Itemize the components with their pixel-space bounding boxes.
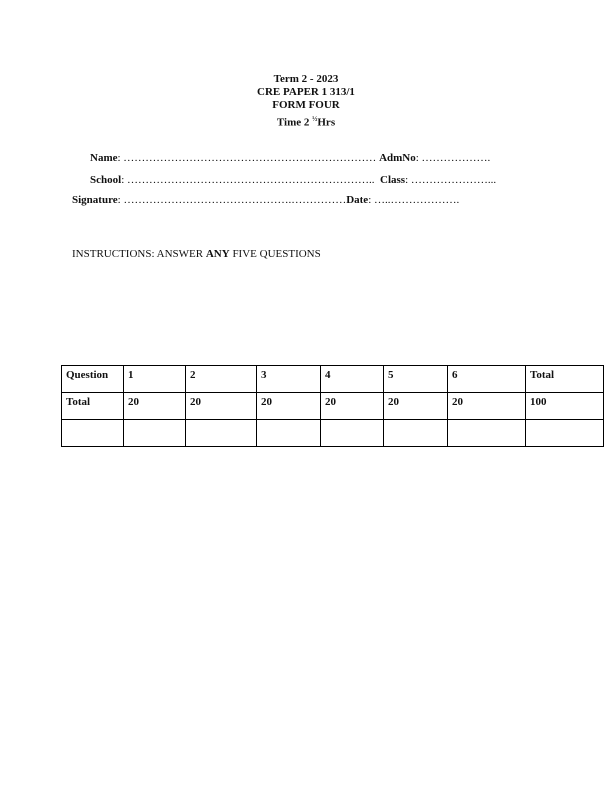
table-cell: 20 <box>321 393 384 420</box>
date-field[interactable]: : …..………………. <box>368 194 460 206</box>
table-cell: 20 <box>186 393 257 420</box>
table-cell: 100 <box>526 393 604 420</box>
time-prefix: Time 2 <box>276 116 313 129</box>
form-line: FORM FOUR <box>272 99 340 111</box>
score-cell[interactable] <box>186 420 257 447</box>
term-line: Term 2 - 2023 <box>273 73 339 85</box>
time-line <box>0 113 612 129</box>
name-label: Name <box>90 152 118 164</box>
table-cell: Question <box>62 366 124 393</box>
table-cell: 4 <box>321 366 384 393</box>
table-cell: 5 <box>384 366 448 393</box>
class-label: Class <box>380 174 406 186</box>
name-field[interactable]: : …………………………………………………………… <box>117 152 377 164</box>
table-cell: 6 <box>448 366 526 393</box>
table-cell: 20 <box>384 393 448 420</box>
table-cell: 1 <box>124 366 186 393</box>
table-cell: 3 <box>257 366 321 393</box>
date-label: Date <box>346 194 369 206</box>
name-admno-line <box>90 152 490 164</box>
signature-date-line <box>72 194 459 206</box>
school-class-line <box>90 174 496 186</box>
class-field[interactable]: : …………………... <box>405 174 497 186</box>
time-suffix: Hrs <box>317 116 336 129</box>
score-cell[interactable] <box>526 420 604 447</box>
instructions-emphasis: ANY <box>205 248 230 260</box>
table-cell: 20 <box>448 393 526 420</box>
score-cell[interactable] <box>448 420 526 447</box>
signature-field[interactable]: : ……………………………………….…………… <box>117 194 347 206</box>
time-fraction: ½ <box>312 115 318 123</box>
score-cell[interactable] <box>124 420 186 447</box>
signature-label: Signature <box>72 194 118 206</box>
table-cell: 20 <box>124 393 186 420</box>
school-field[interactable]: : ………………………………………………………….. <box>121 174 375 186</box>
table-cell: 20 <box>257 393 321 420</box>
score-cell[interactable] <box>257 420 321 447</box>
instructions <box>72 248 321 260</box>
table-cell: Total <box>526 366 604 393</box>
marks-table <box>61 365 604 447</box>
table-cell: Total <box>62 393 124 420</box>
admno-field[interactable]: : ………………. <box>415 152 491 164</box>
table-cell: 2 <box>186 366 257 393</box>
admno-label: AdmNo <box>379 152 416 164</box>
table-row-header <box>62 366 604 393</box>
score-cell[interactable] <box>384 420 448 447</box>
instructions-suffix: FIVE QUESTIONS <box>229 248 321 260</box>
instructions-prefix: INSTRUCTIONS: ANSWER <box>72 248 206 260</box>
score-cell[interactable] <box>321 420 384 447</box>
school-label: School <box>90 174 122 186</box>
paper-line: CRE PAPER 1 313/1 <box>257 86 355 98</box>
score-cell[interactable] <box>62 420 124 447</box>
table-row-totals <box>62 393 604 420</box>
table-row-scores <box>62 420 604 447</box>
